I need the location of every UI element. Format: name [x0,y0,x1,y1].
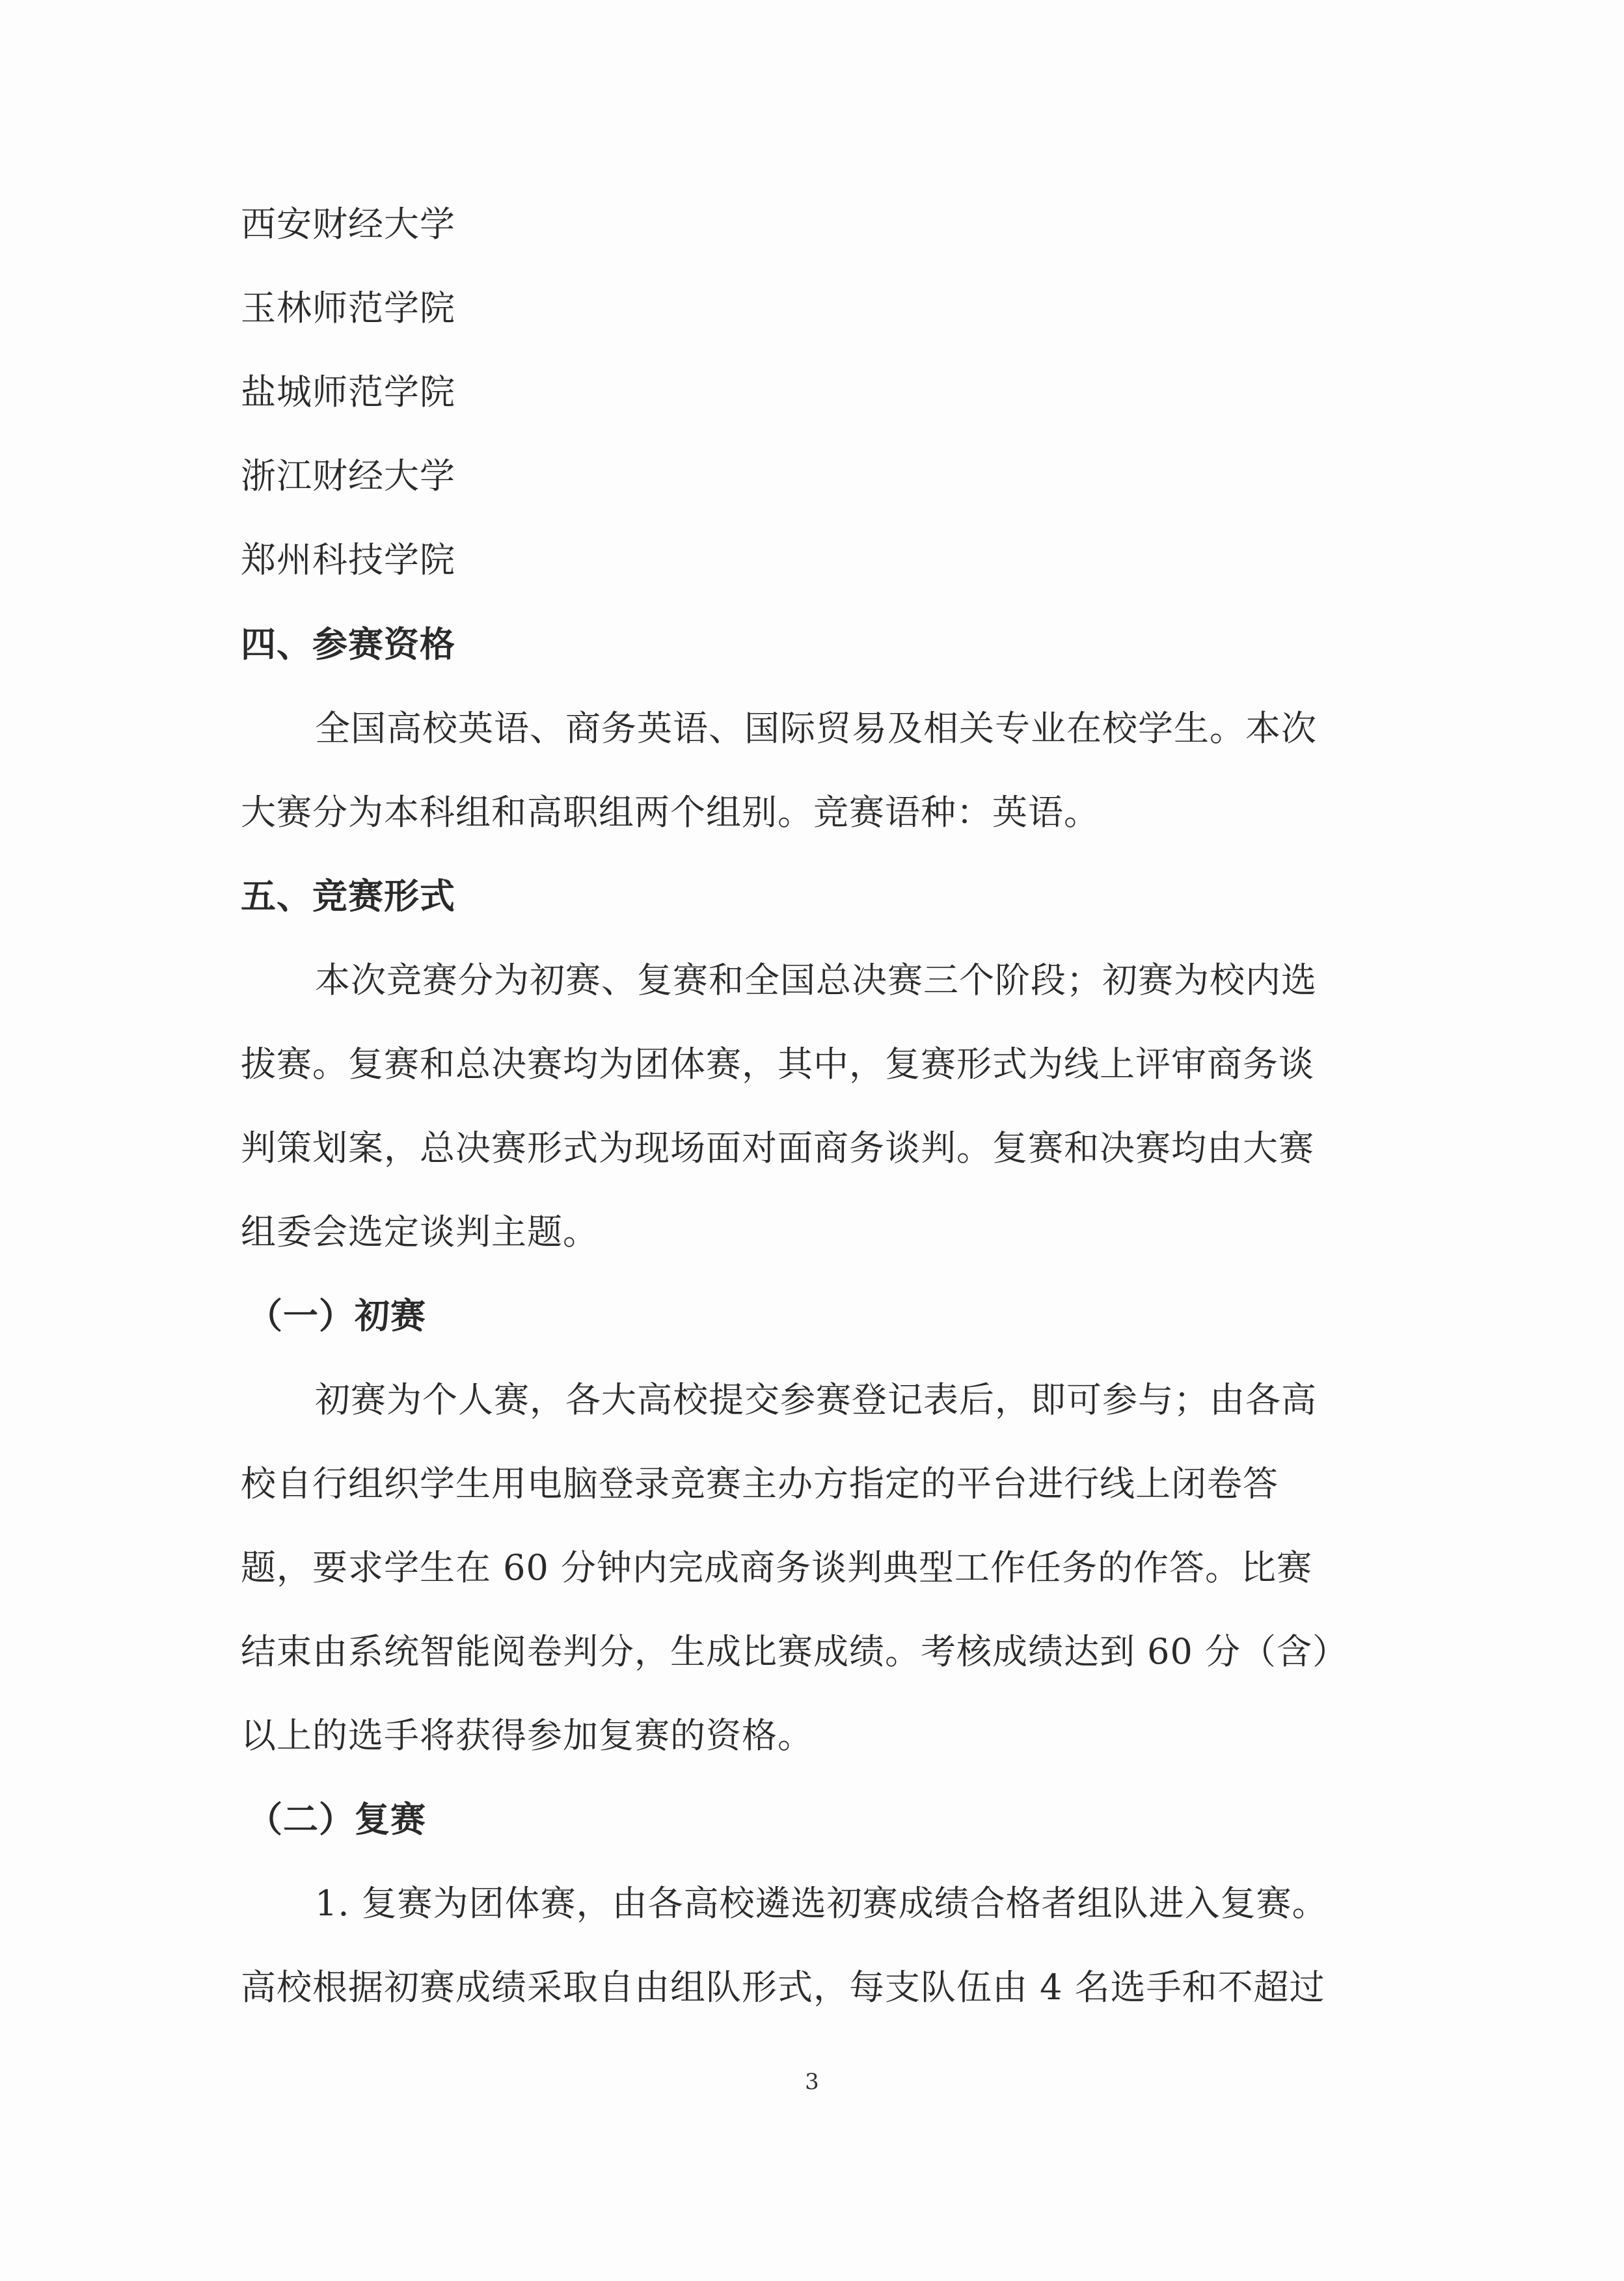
university-5: 郑州科技学院 [241,539,455,580]
university-3: 盐城师范学院 [241,371,455,412]
paragraph-line: 大赛分为本科组和高职组两个组别。竞赛语种：英语。 [241,792,1100,833]
paragraph-line: 判策划案，总决赛形式为现场面对面商务谈判。复赛和决赛均由大赛 [241,1127,1314,1168]
university-2: 玉林师范学院 [241,288,455,329]
paragraph-line: 结束由系统智能阅卷判分，生成比赛成绩。考核成绩达到 60 分（含） [241,1631,1349,1672]
section-heading-format: 五、竞赛形式 [241,876,455,917]
paragraph-line: 高校根据初赛成绩采取自由组队形式，每支队伍由 4 名选手和不超过 [241,1967,1325,2008]
university-4: 浙江财经大学 [241,455,455,496]
paragraph-line: 题，要求学生在 60 分钟内完成商务谈判典型工作任务的作答。比赛 [241,1547,1313,1588]
paragraph-line: 拔赛。复赛和总决赛均为团体赛，其中，复赛形式为线上评审商务谈 [241,1044,1314,1085]
university-1: 西安财经大学 [241,204,455,245]
paragraph-line: 初赛为个人赛，各大高校提交参赛登记表后，即可参与；由各高 [315,1379,1317,1420]
page-number: 3 [805,2069,819,2095]
paragraph-line: 本次竞赛分为初赛、复赛和全国总决赛三个阶段；初赛为校内选 [315,960,1317,1001]
section-heading-eligibility: 四、参赛资格 [241,624,455,665]
subheading-preliminary: （一）初赛 [247,1295,426,1336]
paragraph-line: 全国高校英语、商务英语、国际贸易及相关专业在校学生。本次 [315,708,1317,749]
paragraph-line: 校自行组织学生用电脑登录竞赛主办方指定的平台进行线上闭卷答 [241,1463,1279,1504]
paragraph-line: 组委会选定谈判主题。 [241,1211,599,1252]
paragraph-line: 以上的选手将获得参加复赛的资格。 [241,1715,813,1756]
paragraph-line: 1. 复赛为团体赛，由各高校遴选初赛成绩合格者组队进入复赛。 [315,1883,1328,1924]
subheading-semifinal: （二）复赛 [247,1799,426,1840]
